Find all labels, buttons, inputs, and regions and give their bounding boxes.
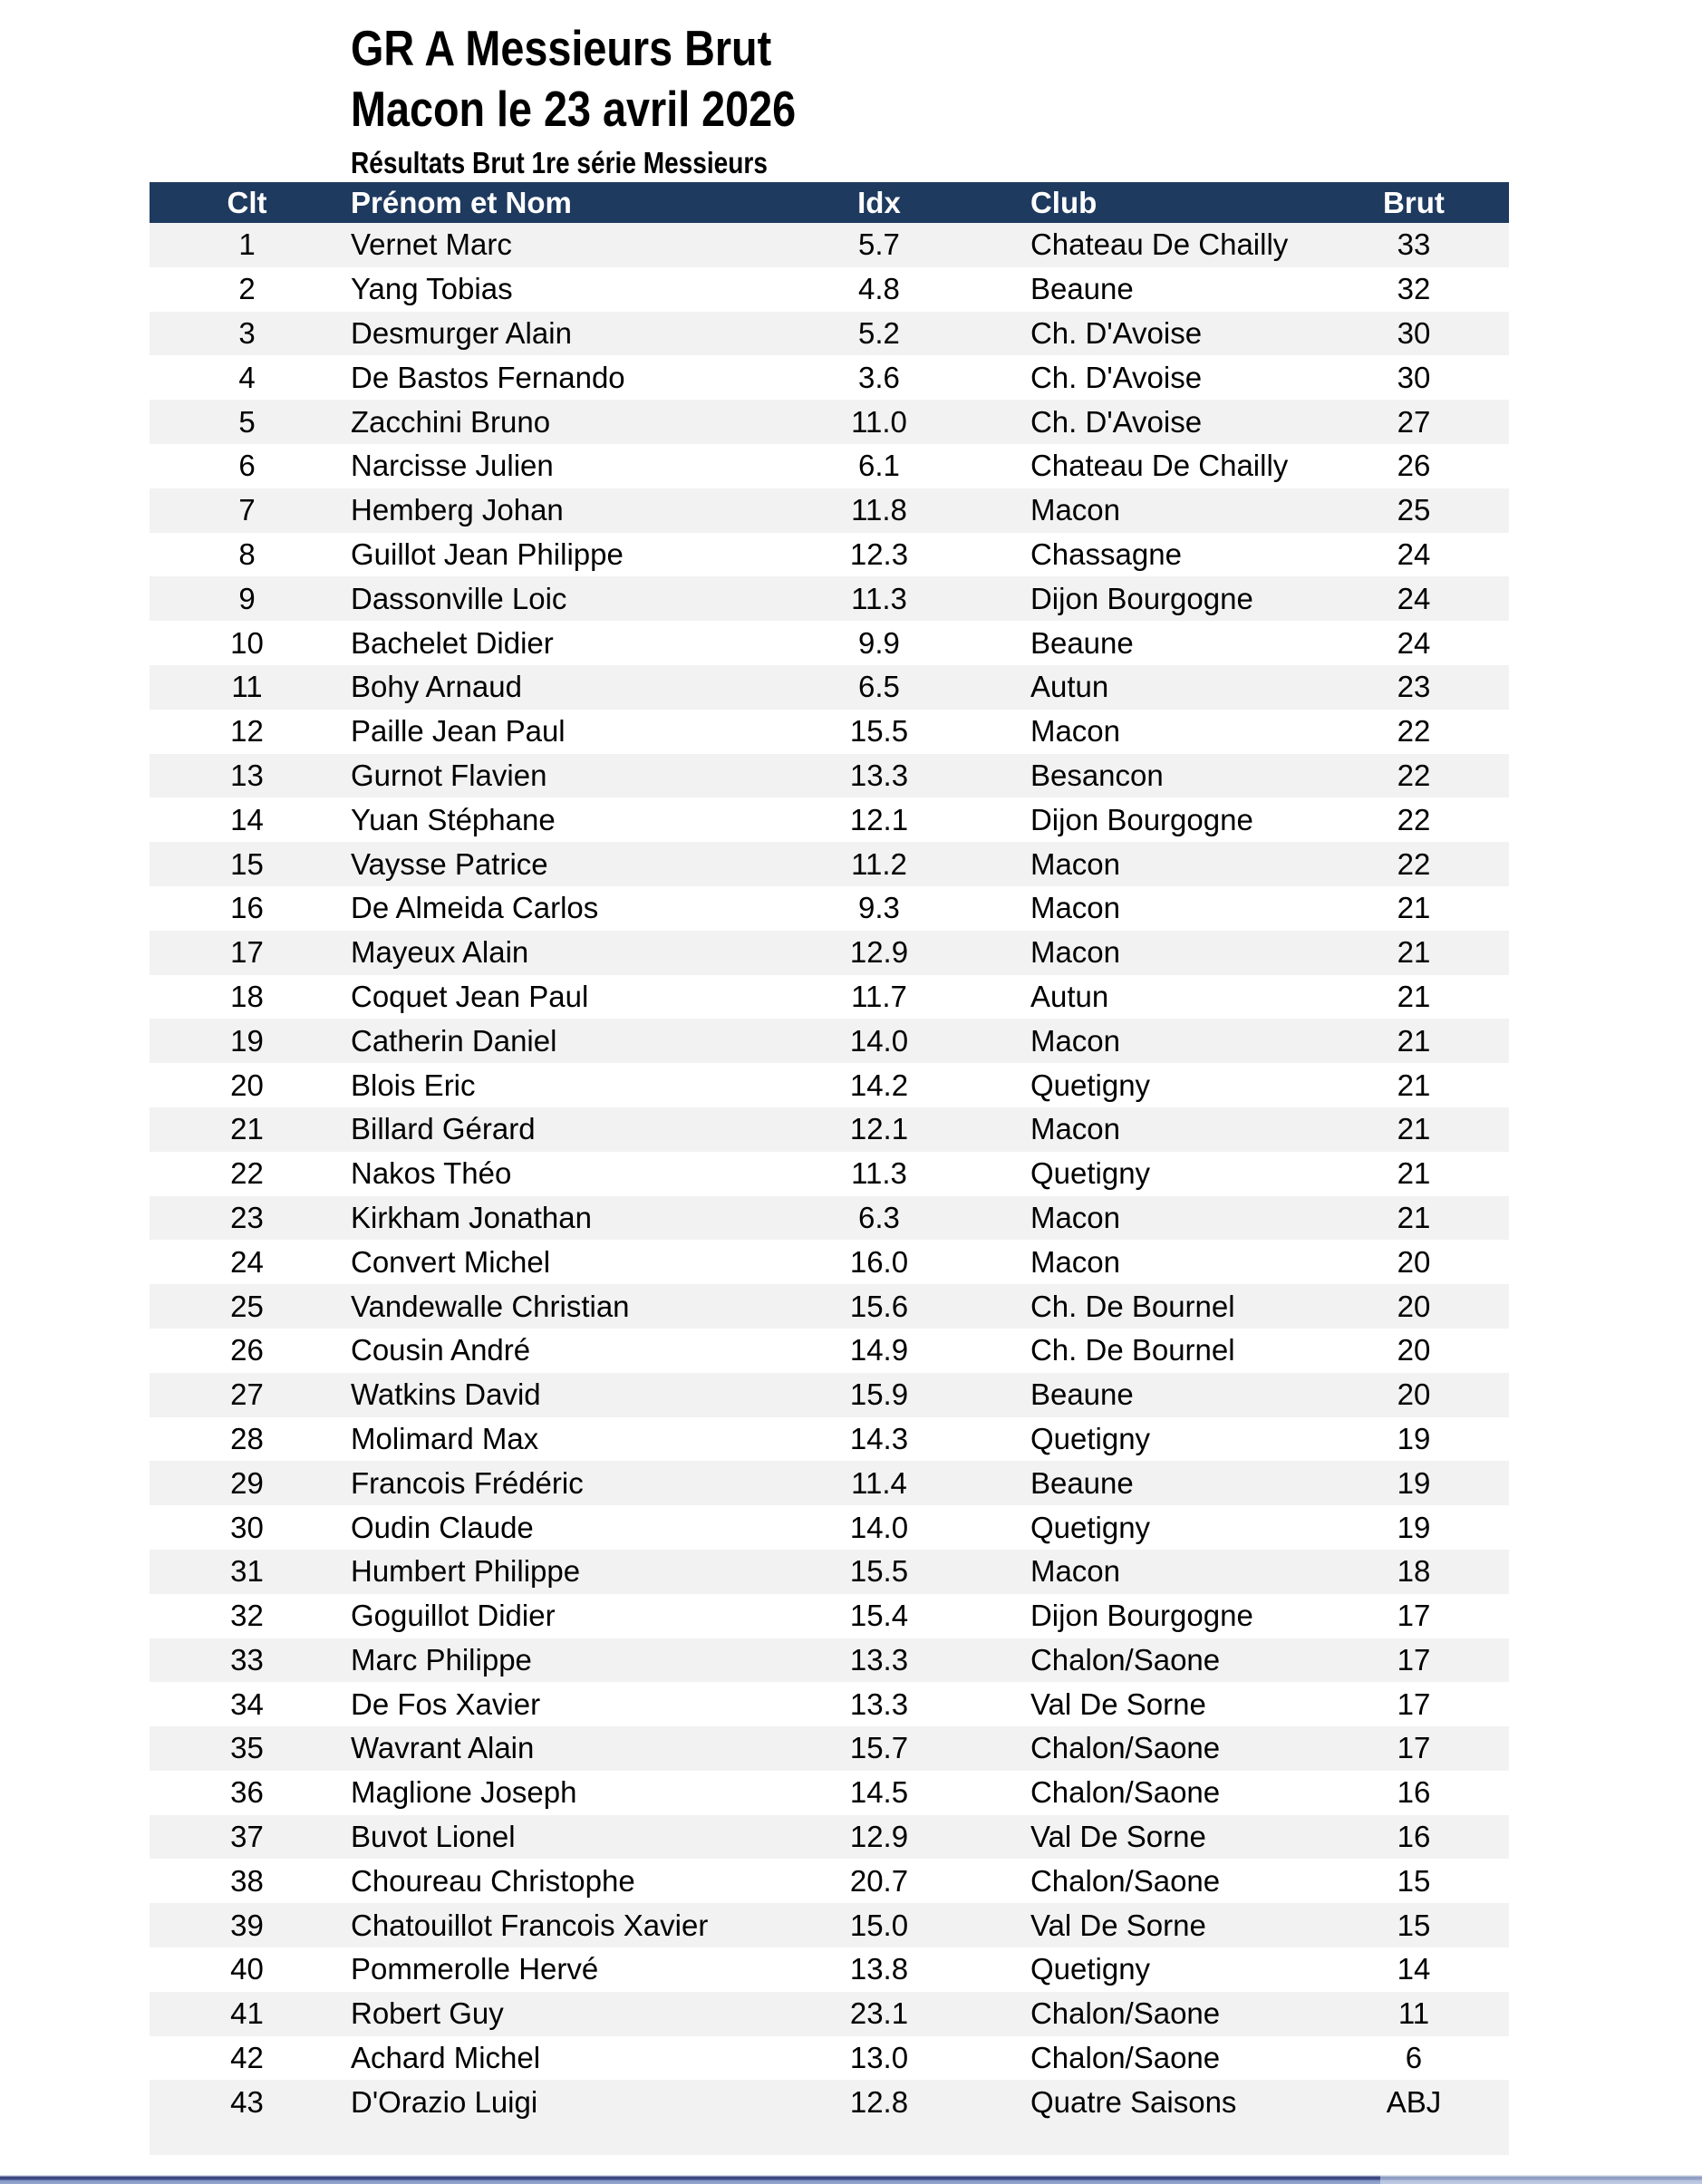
cell-index: 4.8 xyxy=(858,272,900,306)
cell-name: Robert Guy xyxy=(350,1996,504,2031)
cell-club: Chalon/Saone xyxy=(1030,1996,1221,2031)
cell-brut: 21 xyxy=(1397,1023,1431,1058)
cell-rank: 2 xyxy=(238,272,256,306)
table-row xyxy=(150,312,1509,356)
cell-club: Macon xyxy=(1030,1244,1121,1279)
table-row xyxy=(150,842,1509,886)
cell-club: Macon xyxy=(1030,846,1121,881)
cell-brut: 20 xyxy=(1397,1377,1431,1412)
cell-name: Convert Michel xyxy=(350,1244,551,1279)
cell-name: Bohy Arnaud xyxy=(350,670,522,704)
table-row xyxy=(150,975,1509,1020)
table-row xyxy=(150,621,1509,665)
cell-brut: 6 xyxy=(1405,2041,1423,2075)
cell-name: Maglione Joseph xyxy=(350,1775,577,1810)
cell-rank: 12 xyxy=(230,714,264,749)
cell-index: 15.7 xyxy=(849,1731,909,1765)
cell-brut: 21 xyxy=(1397,979,1431,1013)
cell-rank: 34 xyxy=(230,1686,264,1721)
cell-name: Vaysse Patrice xyxy=(350,846,548,881)
cell-club: Chalon/Saone xyxy=(1030,1863,1221,1898)
cell-club: Quetigny xyxy=(1030,1421,1151,1455)
cell-club: Dijon Bourgogne xyxy=(1030,802,1253,836)
cell-index: 11.0 xyxy=(851,404,907,439)
table-row xyxy=(150,400,1509,444)
cell-name: Yang Tobias xyxy=(350,272,513,306)
table-row xyxy=(150,267,1509,312)
table-row xyxy=(150,1152,1509,1196)
cell-rank: 24 xyxy=(230,1244,264,1279)
cell-rank: 18 xyxy=(230,979,264,1013)
cell-index: 3.6 xyxy=(858,360,900,394)
cell-brut: 20 xyxy=(1397,1244,1431,1279)
cell-index: 12.1 xyxy=(849,802,909,836)
cell-name: Molimard Max xyxy=(350,1421,539,1455)
cell-name: Choureau Christophe xyxy=(350,1863,635,1898)
table-row xyxy=(150,1947,1509,1992)
cell-index: 5.7 xyxy=(858,227,900,262)
cell-name: Blois Eric xyxy=(350,1068,476,1102)
cell-club: Ch. De Bournel xyxy=(1030,1289,1235,1323)
cell-index: 12.1 xyxy=(849,1112,909,1146)
cell-rank: 41 xyxy=(230,1996,264,2031)
cell-brut: 20 xyxy=(1397,1289,1431,1323)
cell-club: Chalon/Saone xyxy=(1030,1775,1221,1810)
cell-index: 14.0 xyxy=(849,1510,909,1544)
cell-index: 14.3 xyxy=(849,1421,909,1455)
table-row xyxy=(150,1859,1509,1903)
cell-name: De Fos Xavier xyxy=(350,1686,541,1721)
table-row xyxy=(150,488,1509,533)
cell-rank: 39 xyxy=(230,1908,264,1942)
cell-brut: 32 xyxy=(1397,272,1431,306)
window-bottom-edge xyxy=(0,2175,1702,2184)
table-row xyxy=(150,710,1509,754)
cell-index: 15.5 xyxy=(849,1554,909,1589)
table-row xyxy=(150,2080,1509,2124)
cell-brut: 26 xyxy=(1397,449,1431,483)
cell-club: Macon xyxy=(1030,891,1121,925)
cell-index: 14.5 xyxy=(849,1775,909,1810)
cell-brut: 30 xyxy=(1397,360,1431,394)
cell-club: Chalon/Saone xyxy=(1030,1642,1221,1677)
cell-brut: 27 xyxy=(1397,404,1431,439)
cell-rank: 31 xyxy=(230,1554,264,1589)
cell-club: Quetigny xyxy=(1030,1156,1151,1191)
cell-name: Billard Gérard xyxy=(350,1112,536,1146)
cell-club: Ch. De Bournel xyxy=(1030,1333,1235,1367)
cell-index: 13.8 xyxy=(849,1952,909,1986)
cell-index: 11.3 xyxy=(851,1156,907,1191)
cell-club: Macon xyxy=(1030,1023,1121,1058)
cell-club: Chateau De Chailly xyxy=(1030,227,1289,262)
table-row xyxy=(150,533,1509,577)
column-header-index: Idx xyxy=(857,185,901,219)
table-row xyxy=(150,1461,1509,1505)
cell-rank: 3 xyxy=(238,315,256,350)
table-row xyxy=(150,1771,1509,1815)
cell-brut: 15 xyxy=(1397,1863,1431,1898)
cell-rank: 14 xyxy=(230,802,264,836)
column-header-name: Prénom et Nom xyxy=(350,185,572,219)
cell-club: Ch. D'Avoise xyxy=(1030,315,1203,350)
cell-name: Marc Philippe xyxy=(350,1642,532,1677)
cell-brut: 17 xyxy=(1397,1686,1431,1721)
cell-rank: 21 xyxy=(230,1112,264,1146)
cell-index: 12.9 xyxy=(849,1820,909,1854)
table-row xyxy=(150,886,1509,931)
cell-index: 15.9 xyxy=(849,1377,909,1412)
cell-club: Autun xyxy=(1030,979,1109,1013)
cell-brut: 18 xyxy=(1397,1554,1431,1589)
cell-rank: 25 xyxy=(230,1289,264,1323)
cell-brut: 24 xyxy=(1397,581,1431,615)
cell-name: Humbert Philippe xyxy=(350,1554,581,1589)
cell-name: Coquet Jean Paul xyxy=(350,979,589,1013)
cell-rank: 15 xyxy=(230,846,264,881)
cell-brut: 25 xyxy=(1397,493,1431,527)
document-header xyxy=(351,18,875,187)
cell-brut: 21 xyxy=(1397,935,1431,970)
cell-index: 9.9 xyxy=(858,625,900,660)
cell-brut: 24 xyxy=(1397,536,1431,571)
cell-index: 6.5 xyxy=(858,670,900,704)
cell-club: Quatre Saisons xyxy=(1030,2084,1237,2119)
cell-brut: 20 xyxy=(1397,1333,1431,1367)
cell-rank: 40 xyxy=(230,1952,264,1986)
cell-brut: 22 xyxy=(1397,758,1431,792)
cell-brut: 19 xyxy=(1397,1510,1431,1544)
cell-rank: 5 xyxy=(238,404,256,439)
cell-index: 16.0 xyxy=(849,1244,909,1279)
table-row xyxy=(150,1726,1509,1771)
cell-rank: 32 xyxy=(230,1599,264,1633)
cell-brut: 21 xyxy=(1397,1068,1431,1102)
cell-name: Goguillot Didier xyxy=(350,1599,556,1633)
table-row xyxy=(150,1550,1509,1594)
cell-club: Val De Sorne xyxy=(1030,1686,1206,1721)
column-header-rank: Clt xyxy=(227,185,267,219)
cell-brut: 14 xyxy=(1397,1952,1431,1986)
cell-index: 6.1 xyxy=(858,449,900,483)
cell-name: Hemberg Johan xyxy=(350,493,564,527)
cell-name: Francois Frédéric xyxy=(350,1465,584,1500)
cell-name: Buvot Lionel xyxy=(350,1820,516,1854)
table-row xyxy=(150,665,1509,710)
cell-rank: 30 xyxy=(230,1510,264,1544)
cell-club: Autun xyxy=(1030,670,1109,704)
cell-index: 11.4 xyxy=(851,1465,907,1500)
cell-brut: 19 xyxy=(1397,1421,1431,1455)
cell-rank: 42 xyxy=(230,2041,264,2075)
cell-name: Bachelet Didier xyxy=(350,625,554,660)
cell-index: 13.3 xyxy=(849,758,909,792)
cell-rank: 6 xyxy=(238,449,256,483)
cell-club: Chateau De Chailly xyxy=(1030,449,1289,483)
cell-name: Chatouillot Francois Xavier xyxy=(350,1908,709,1942)
cell-name: De Bastos Fernando xyxy=(350,360,625,394)
column-header-brut: Brut xyxy=(1383,185,1445,219)
cell-brut: 22 xyxy=(1397,846,1431,881)
cell-index: 23.1 xyxy=(849,1996,909,2031)
cell-index: 11.2 xyxy=(851,846,907,881)
table-row xyxy=(150,444,1509,488)
cell-club: Beaune xyxy=(1030,272,1134,306)
cell-club: Chassagne xyxy=(1030,536,1182,571)
cell-rank: 4 xyxy=(238,360,256,394)
cell-brut: 17 xyxy=(1397,1599,1431,1633)
cell-name: Guillot Jean Philippe xyxy=(350,536,624,571)
cell-name: Dassonville Loic xyxy=(350,581,567,615)
table-row xyxy=(150,1284,1509,1329)
cell-club: Ch. D'Avoise xyxy=(1030,360,1203,394)
cell-rank: 9 xyxy=(238,581,256,615)
cell-name: Oudin Claude xyxy=(350,1510,534,1544)
cell-club: Beaune xyxy=(1030,1377,1134,1412)
cell-brut: 21 xyxy=(1397,1112,1431,1146)
cell-brut: 23 xyxy=(1397,670,1431,704)
table-row xyxy=(150,1505,1509,1550)
cell-name: Achard Michel xyxy=(350,2041,541,2075)
table-row xyxy=(150,1815,1509,1860)
cell-name: De Almeida Carlos xyxy=(350,891,599,925)
cell-name: Catherin Daniel xyxy=(350,1023,557,1058)
cell-club: Chalon/Saone xyxy=(1030,2041,1221,2075)
table-row xyxy=(150,1019,1509,1063)
cell-brut: 33 xyxy=(1397,227,1431,262)
cell-index: 9.3 xyxy=(858,891,900,925)
cell-club: Macon xyxy=(1030,493,1121,527)
table-row xyxy=(150,1638,1509,1683)
cell-brut: 24 xyxy=(1397,625,1431,660)
cell-rank: 43 xyxy=(230,2084,264,2119)
table-row xyxy=(150,754,1509,798)
page-title: GR A Messieurs Brut xyxy=(351,20,772,76)
cell-name: Nakos Théo xyxy=(350,1156,512,1191)
table-row xyxy=(150,1107,1509,1152)
cell-club: Dijon Bourgogne xyxy=(1030,1599,1253,1633)
cell-name: Narcisse Julien xyxy=(350,449,554,483)
cell-index: 11.8 xyxy=(851,493,907,527)
cell-index: 13.3 xyxy=(849,1686,909,1721)
cell-name: Wavrant Alain xyxy=(350,1731,535,1765)
table-row xyxy=(150,1329,1509,1373)
cell-index: 15.0 xyxy=(849,1908,909,1942)
cell-index: 14.2 xyxy=(849,1068,909,1102)
cell-rank: 8 xyxy=(238,536,256,571)
table-empty-band xyxy=(150,2124,1509,2155)
cell-rank: 36 xyxy=(230,1775,264,1810)
cell-index: 11.7 xyxy=(851,979,907,1013)
window-bottom-edge-right xyxy=(1380,2175,1702,2184)
cell-club: Quetigny xyxy=(1030,1068,1151,1102)
cell-rank: 28 xyxy=(230,1421,264,1455)
cell-rank: 26 xyxy=(230,1333,264,1367)
cell-rank: 23 xyxy=(230,1200,264,1234)
cell-rank: 7 xyxy=(238,493,256,527)
cell-index: 13.0 xyxy=(849,2041,909,2075)
cell-name: Paille Jean Paul xyxy=(350,714,566,749)
cell-index: 12.3 xyxy=(849,536,909,571)
cell-club: Val De Sorne xyxy=(1030,1820,1206,1854)
results-table xyxy=(150,182,1509,2155)
cell-rank: 19 xyxy=(230,1023,264,1058)
table-row xyxy=(150,1992,1509,2036)
table-row xyxy=(150,1903,1509,1947)
table-row xyxy=(150,1417,1509,1462)
cell-brut: 15 xyxy=(1397,1908,1431,1942)
cell-club: Beaune xyxy=(1030,625,1134,660)
cell-name: Vandewalle Christian xyxy=(350,1289,630,1323)
cell-name: Yuan Stéphane xyxy=(350,802,556,836)
cell-index: 6.3 xyxy=(858,1200,900,1234)
cell-index: 15.6 xyxy=(849,1289,909,1323)
table-body xyxy=(150,223,1509,2124)
cell-index: 11.3 xyxy=(851,581,907,615)
cell-club: Macon xyxy=(1030,1112,1121,1146)
cell-club: Macon xyxy=(1030,1200,1121,1234)
cell-club: Besancon xyxy=(1030,758,1164,792)
cell-rank: 33 xyxy=(230,1642,264,1677)
page-subtitle-series: Résultats Brut 1re série Messieurs xyxy=(351,146,768,179)
cell-rank: 27 xyxy=(230,1377,264,1412)
cell-brut: 22 xyxy=(1397,714,1431,749)
cell-rank: 35 xyxy=(230,1731,264,1765)
cell-rank: 1 xyxy=(238,227,256,262)
table-row xyxy=(150,1196,1509,1241)
cell-name: Pommerolle Hervé xyxy=(350,1952,599,1986)
cell-name: Gurnot Flavien xyxy=(350,758,547,792)
cell-rank: 37 xyxy=(230,1820,264,1854)
cell-brut: 30 xyxy=(1397,315,1431,350)
page-subtitle-date: Macon le 23 avril 2026 xyxy=(351,81,797,137)
cell-name: Desmurger Alain xyxy=(350,315,572,350)
cell-index: 20.7 xyxy=(849,1863,909,1898)
cell-name: D'Orazio Luigi xyxy=(350,2084,538,2119)
cell-club: Dijon Bourgogne xyxy=(1030,581,1253,615)
table-row xyxy=(150,797,1509,842)
cell-brut: 16 xyxy=(1397,1775,1431,1810)
cell-rank: 17 xyxy=(230,935,264,970)
cell-brut: 19 xyxy=(1397,1465,1431,1500)
cell-index: 15.5 xyxy=(849,714,909,749)
table-row xyxy=(150,1594,1509,1638)
cell-rank: 20 xyxy=(230,1068,264,1102)
table-row xyxy=(150,223,1509,267)
column-header-club: Club xyxy=(1030,185,1098,219)
cell-name: Cousin André xyxy=(350,1333,531,1367)
table-row xyxy=(150,1240,1509,1284)
table-row xyxy=(150,1063,1509,1107)
cell-club: Val De Sorne xyxy=(1030,1908,1206,1942)
cell-club: Beaune xyxy=(1030,1465,1134,1500)
cell-brut: 21 xyxy=(1397,891,1431,925)
cell-index: 14.0 xyxy=(849,1023,909,1058)
cell-brut: 16 xyxy=(1397,1820,1431,1854)
cell-index: 12.9 xyxy=(849,935,909,970)
window-bottom-edge-left xyxy=(0,2175,1380,2184)
cell-name: Mayeux Alain xyxy=(350,935,529,970)
cell-club: Quetigny xyxy=(1030,1952,1151,1986)
cell-index: 13.3 xyxy=(849,1642,909,1677)
cell-name: Watkins David xyxy=(350,1377,541,1412)
cell-rank: 22 xyxy=(230,1156,264,1191)
cell-index: 5.2 xyxy=(858,315,900,350)
cell-rank: 16 xyxy=(230,891,264,925)
table-row xyxy=(150,1682,1509,1726)
cell-brut: ABJ xyxy=(1386,2084,1442,2119)
cell-club: Macon xyxy=(1030,1554,1121,1589)
cell-brut: 21 xyxy=(1397,1156,1431,1191)
cell-club: Quetigny xyxy=(1030,1510,1151,1544)
cell-rank: 29 xyxy=(230,1465,264,1500)
cell-club: Chalon/Saone xyxy=(1030,1731,1221,1765)
cell-name: Kirkham Jonathan xyxy=(350,1200,592,1234)
cell-rank: 38 xyxy=(230,1863,264,1898)
cell-name: Vernet Marc xyxy=(350,227,512,262)
cell-index: 14.9 xyxy=(849,1333,909,1367)
table-row xyxy=(150,355,1509,400)
cell-rank: 11 xyxy=(231,670,263,704)
cell-brut: 21 xyxy=(1397,1200,1431,1234)
cell-brut: 22 xyxy=(1397,802,1431,836)
cell-brut: 11 xyxy=(1397,1996,1430,2031)
cell-name: Zacchini Bruno xyxy=(350,404,551,439)
cell-club: Macon xyxy=(1030,714,1121,749)
cell-club: Macon xyxy=(1030,935,1121,970)
cell-index: 12.8 xyxy=(849,2084,909,2119)
cell-club: Ch. D'Avoise xyxy=(1030,404,1203,439)
cell-index: 15.4 xyxy=(849,1599,909,1633)
table-row xyxy=(150,2036,1509,2081)
cell-brut: 17 xyxy=(1397,1642,1431,1677)
table-header-row xyxy=(150,182,1509,223)
table-row xyxy=(150,1373,1509,1417)
cell-rank: 10 xyxy=(230,625,264,660)
cell-brut: 17 xyxy=(1397,1731,1431,1765)
table-row xyxy=(150,576,1509,621)
cell-rank: 13 xyxy=(230,758,264,792)
table-row xyxy=(150,931,1509,975)
